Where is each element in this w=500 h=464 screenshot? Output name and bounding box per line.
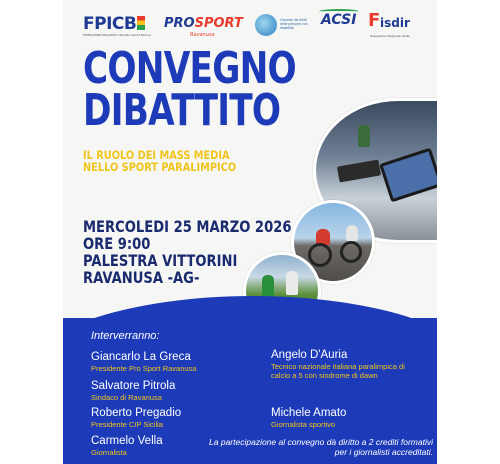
speaker-name: Carmelo Vella	[91, 435, 163, 447]
acsi-logo: ACSI	[321, 12, 356, 48]
player-shape	[262, 275, 274, 297]
wheel-shape	[308, 243, 332, 267]
garante-logo: Garante dei diritti delle persone con disabilità	[255, 8, 311, 44]
page-title: CONVEGNO DIBATTITO	[83, 43, 296, 136]
speaker-role: Tecnico nazionale italiana paralimpica di calcio a 5 con sindrome di dawn	[271, 362, 405, 380]
speaker-role: Giornalista sportivo	[271, 420, 336, 429]
athlete-shape	[346, 225, 358, 241]
swoosh-icon	[319, 9, 359, 14]
plant-shape	[358, 125, 370, 147]
fpicb-logo: FPICB FEDERAZIONE PARALIMPICA ITALIANA CALCIO BALILLA	[83, 14, 151, 37]
speaker	[91, 435, 163, 457]
sponsor-logos: FPICB FEDERAZIONE PARALIMPICA ITALIANA CALCIO BALILLA PROSPORT Ravanusa Garante dei diritti delle persone con disabilità ACSI F isdir Delegazione Regionale Sicilia	[63, 6, 437, 42]
speaker	[271, 349, 411, 380]
speaker	[271, 407, 346, 429]
event-date: MERCOLEDI 25 MARZO 2026	[83, 217, 292, 236]
speaker	[91, 351, 196, 373]
speaker-role: Giornalista	[91, 448, 127, 457]
speaker-role: Presidente CIP Sicilia	[91, 420, 163, 429]
event-poster	[63, 0, 437, 464]
speaker-name: Giancarlo La Greca	[91, 351, 191, 363]
speaker-name: Salvatore Pitrola	[91, 380, 176, 392]
event-venue: PALESTRA VITTORINI	[83, 251, 238, 270]
fpicb-flag-icon	[137, 16, 145, 30]
speaker-role: Sindaco di Ravanusa	[91, 393, 162, 402]
wheel-shape	[340, 241, 362, 263]
speaker-name: Angelo D'Auria	[271, 349, 348, 361]
globe-icon	[255, 14, 277, 36]
prosport-logo: PROSPORT Ravanusa	[164, 16, 243, 38]
event-time: ORE 9:00	[83, 234, 151, 253]
keyboard-shape	[337, 159, 381, 182]
speaker-name: Roberto Pregadio	[91, 407, 182, 419]
player-shape	[286, 271, 298, 295]
speakers-heading: Interverranno:	[91, 330, 160, 342]
event-subtitle: IL RUOLO DEI MASS MEDIA NELLO SPORT PARALIMPICO	[83, 148, 237, 174]
speaker-role: Presidente Pro Sport Ravanusa	[91, 364, 197, 373]
tablet-shape	[379, 148, 437, 203]
speaker-name: Michele Amato	[271, 407, 347, 419]
speaker	[91, 407, 181, 429]
speaker	[91, 380, 175, 402]
event-city: RAVANUSA -AG-	[83, 268, 200, 287]
credits-note: La partecipazione al convegno dà diritto a 2 crediti formativi per i giornalisti accreditati.	[209, 437, 433, 457]
